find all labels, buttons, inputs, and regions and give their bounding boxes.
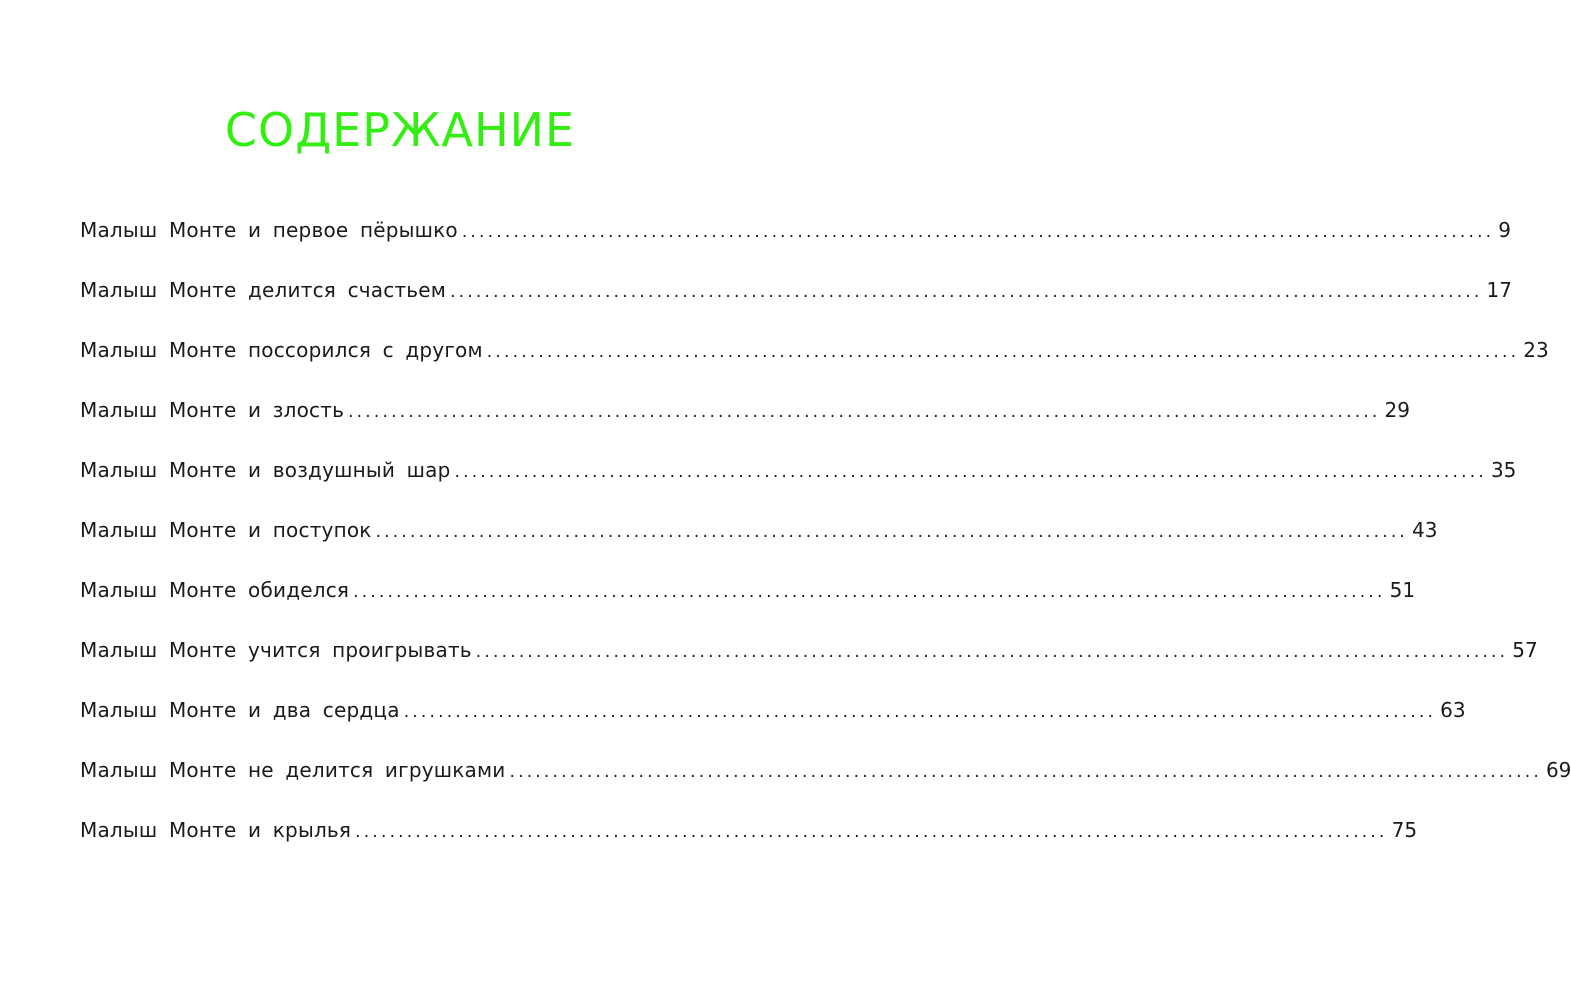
toc-page-number: 75 [1391,818,1418,842]
toc-page-number: 23 [1523,338,1549,362]
toc-item [80,750,1571,810]
dot-leader: ........................................................................................................................ [450,282,1483,302]
toc-entry-title: Малыш Монте не делится игрушками [80,758,506,782]
toc-item [80,450,1517,510]
toc-entry-title: Малыш Монте учится проигрывать [80,638,472,662]
toc-entry-title: Малыш Монте и воздушный шар [80,458,451,482]
toc-page-number: 9 [1498,218,1512,242]
toc-page-number: 51 [1389,578,1416,602]
toc-page-number: 57 [1512,638,1538,662]
toc-item [80,810,1418,870]
toc-item [80,330,1549,390]
toc-page-number: 43 [1412,518,1438,542]
toc-item [80,510,1438,570]
toc-entry-title: Малыш Монте поссорился с другом [80,338,483,362]
toc-entry-title: Малыш Монте и поступок [80,518,372,542]
toc-entry-title: Малыш Монте и злость [80,398,345,422]
toc-entry-title: Малыш Монте и два сердца [80,698,400,722]
toc-entry-title: Малыш Монте и крылья [80,818,352,842]
toc-page-number: 69 [1545,758,1571,782]
toc-entry-title: Малыш Монте делится счастьем [80,278,447,302]
dot-leader: ........................................................................................................................ [353,582,1386,602]
toc-page-number: 17 [1486,278,1512,302]
toc-item [80,390,1410,450]
dot-leader: ........................................................................................................................ [355,822,1388,842]
toc-entry-title: Малыш Монте обиделся [80,578,350,602]
dot-leader: ........................................................................................................................ [348,402,1381,422]
dot-leader: ........................................................................................................................ [454,462,1487,482]
dot-leader: ........................................................................................................................ [375,522,1409,542]
page-title: СОДЕРЖАНИЕ [224,103,576,157]
dot-leader: ........................................................................................................................ [486,342,1520,362]
toc-page-number: 63 [1440,698,1466,722]
dot-leader: ........................................................................................................................ [461,222,1495,242]
toc-page-number: 35 [1490,458,1517,482]
dot-leader: ........................................................................................................................ [509,762,1542,782]
dot-leader: ........................................................................................................................ [475,642,1509,662]
toc-item [80,270,1512,330]
toc-item [80,690,1466,750]
toc-item [80,210,1512,270]
toc-entry-title: Малыш Монте и первое пёрышко [80,218,458,242]
table-of-contents [80,210,1571,870]
toc-item [80,630,1538,690]
dot-leader: ........................................................................................................................ [403,702,1437,722]
toc-page-number: 29 [1384,398,1410,422]
toc-item [80,570,1416,630]
